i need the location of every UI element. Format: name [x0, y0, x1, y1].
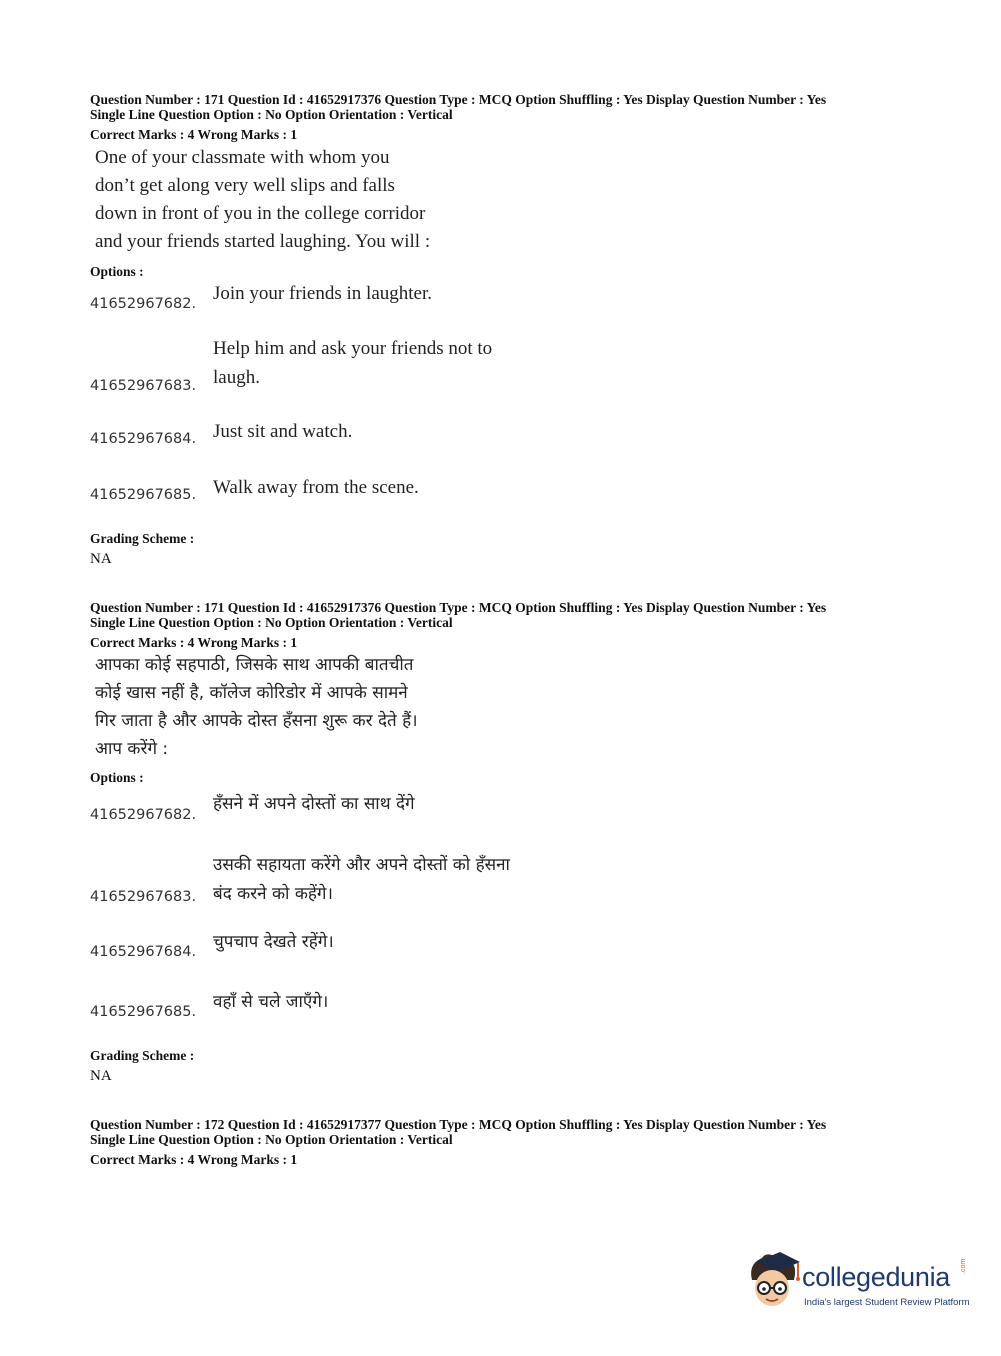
option-id: 41652967684.: [90, 944, 197, 960]
grading-scheme-label: Grading Scheme :: [90, 531, 195, 546]
question-meta-line1: Question Number : 171 Question Id : 41652917376 Question Type : MCQ Option Shuffling : Yes Display Question Number : Yes: [90, 600, 827, 615]
option-text: [213, 790, 415, 819]
stem-line: don’t get along very well slips and falls: [95, 175, 395, 196]
question-block-171-english: [90, 92, 920, 567]
mascot-icon: [742, 1250, 802, 1312]
stem-line: आपका कोई सहपाठी, जिसके साथ आपकी बातचीत: [95, 655, 414, 675]
question-stem: [95, 651, 418, 763]
option-line: Walk away from the scene.: [213, 477, 419, 498]
option-id: 41652967683.: [90, 889, 197, 905]
option-id: 41652967684.: [90, 431, 197, 447]
question-meta-line1: Question Number : 171 Question Id : 41652917376 Question Type : MCQ Option Shuffling : Yes Display Question Number : Yes: [90, 92, 827, 107]
grading-scheme-label: Grading Scheme :: [90, 1048, 195, 1063]
stem-line: down in front of you in the college corridor: [95, 203, 426, 224]
logo-tagline: India's largest Student Review Platform: [804, 1297, 970, 1308]
question-marks: Correct Marks : 4 Wrong Marks : 1: [90, 635, 298, 650]
stem-line: कोई खास नहीं है, कॉलेज कोरिडोर में आपके सामने: [95, 683, 408, 703]
stem-line: and your friends started laughing. You will :: [95, 231, 431, 252]
logo-domain-suffix: .com: [960, 1258, 967, 1274]
option-text: [213, 279, 432, 308]
option-line: उसकी सहायता करेंगे और अपने दोस्तों को हँसना: [213, 855, 510, 875]
option-line: वहाँ से चले जाएँगे।: [213, 992, 329, 1012]
option-id: 41652967682.: [90, 296, 197, 312]
question-meta-line2: Single Line Question Option : No Option Orientation : Vertical: [90, 107, 453, 122]
option-text: [213, 417, 352, 446]
options-label: Options :: [90, 264, 144, 279]
question-block-171-hindi: [90, 600, 920, 1084]
options-label: Options :: [90, 770, 144, 785]
option-id: 41652967685.: [90, 1004, 197, 1020]
question-block-172: [90, 1117, 920, 1167]
question-marks: Correct Marks : 4 Wrong Marks : 1: [90, 127, 298, 142]
question-marks: Correct Marks : 4 Wrong Marks : 1: [90, 1152, 298, 1167]
option-line: हँसने में अपने दोस्तों का साथ देंगे: [213, 794, 415, 814]
option-line: Just sit and watch.: [213, 421, 353, 442]
option-text: [213, 851, 510, 909]
option-line: laugh.: [213, 367, 260, 388]
grading-scheme-value: NA: [90, 1068, 112, 1084]
option-id: 41652967682.: [90, 807, 197, 823]
option-text: [213, 334, 492, 392]
option-text: [213, 473, 419, 502]
question-meta-line2: Single Line Question Option : No Option Orientation : Vertical: [90, 1132, 453, 1147]
collegedunia-logo: [742, 1250, 972, 1314]
option-id: 41652967683.: [90, 378, 197, 394]
option-line: बंद करने को कहेंगे।: [213, 884, 333, 904]
option-text: [213, 988, 328, 1017]
option-line: Help him and ask your friends not to: [213, 338, 493, 359]
stem-line: One of your classmate with whom you: [95, 147, 390, 168]
question-meta-line2: Single Line Question Option : No Option Orientation : Vertical: [90, 615, 453, 630]
grading-scheme-value: NA: [90, 551, 112, 567]
option-id: 41652967685.: [90, 487, 197, 503]
question-stem: [95, 144, 430, 256]
stem-line: गिर जाता है और आपके दोस्त हँसना शुरू कर देते हैं।: [95, 711, 418, 731]
question-meta-line1: Question Number : 172 Question Id : 41652917377 Question Type : MCQ Option Shuffling : Yes Display Question Number : Yes: [90, 1117, 827, 1132]
option-line: चुपचाप देखते रहेंगे।: [213, 932, 334, 952]
logo-brand-text: collegedunia: [802, 1262, 951, 1292]
option-line: Join your friends in laughter.: [213, 283, 432, 304]
stem-line: आप करेंगे :: [95, 739, 169, 759]
option-text: [213, 928, 334, 957]
